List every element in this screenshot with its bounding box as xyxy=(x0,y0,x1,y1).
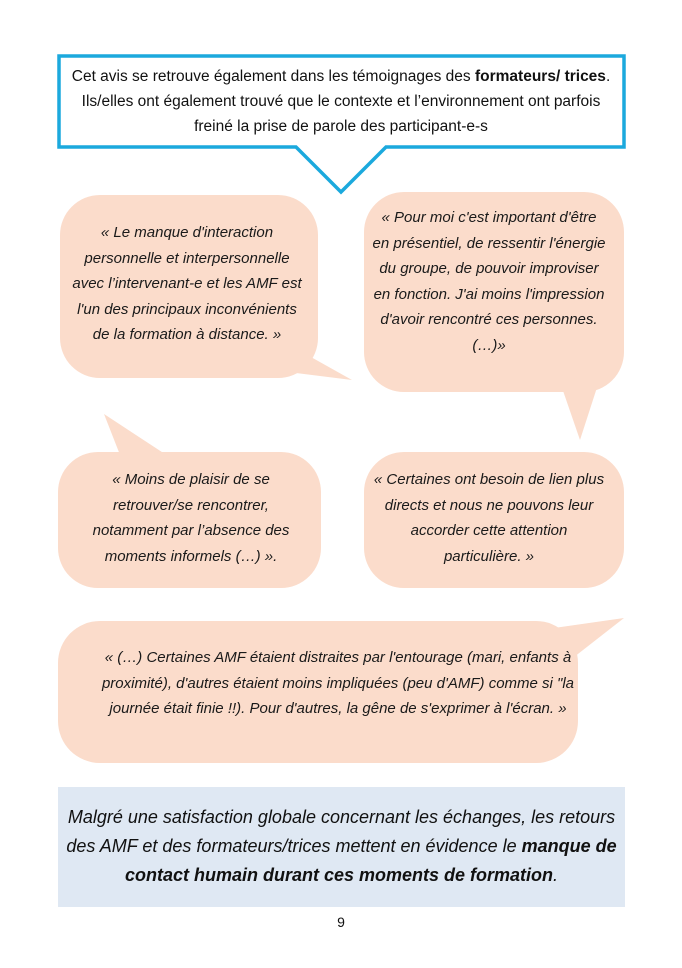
conclusion-part2: . xyxy=(553,865,559,885)
callout-text-part1: Cet avis se retrouve également dans les témoignages des xyxy=(71,68,475,85)
quote-2: « Pour moi c'est important d'être en présentiel, de ressentir l'énergie du groupe, de pouvoir improviser en fonction. J'ai moins l'impression d'avoir rencontré ces personnes. (…)» xyxy=(372,209,606,354)
quote-3: « Moins de plaisir de se retrouver/se rencontrer, notamment par l’absence des moments informels (…) ». xyxy=(92,471,290,565)
callout-text-bold: formateurs/ trices xyxy=(474,68,606,85)
conclusion-bold: manque de contact humain durant ces moments de formation xyxy=(124,836,617,885)
quote-5: « (…) Certaines AMF étaient distraites par l'entourage (mari, enfants à proximité), d'autres étaient moins impliquées (peu d'AMF) comme si "la journée était finie !!). Pour d'autres, la gêne de s'exprimer à l'écran. » xyxy=(101,649,575,717)
conclusion-part1: Malgré une satisfaction globale concernant les échanges, les retours des AMF et des formateurs/trices mettent en évidence le xyxy=(66,807,616,856)
page-number: 9 xyxy=(337,914,345,930)
callout-text-part2: . Ils/elles ont également trouvé que le contexte et l’environnement ont parfois freiné la prise de parole des participant-e-s xyxy=(81,68,611,135)
quote-4: « Certaines ont besoin de lien plus directs et nous ne pouvons leur accorder cette attention particulière. » xyxy=(373,471,605,565)
quote-1: « Le manque d'interaction personnelle et interpersonnelle avec l’intervenant-e et les AMF est l'un des principaux inconvénients de la formation à distance. » xyxy=(72,224,302,343)
conclusion-panel xyxy=(58,787,625,907)
